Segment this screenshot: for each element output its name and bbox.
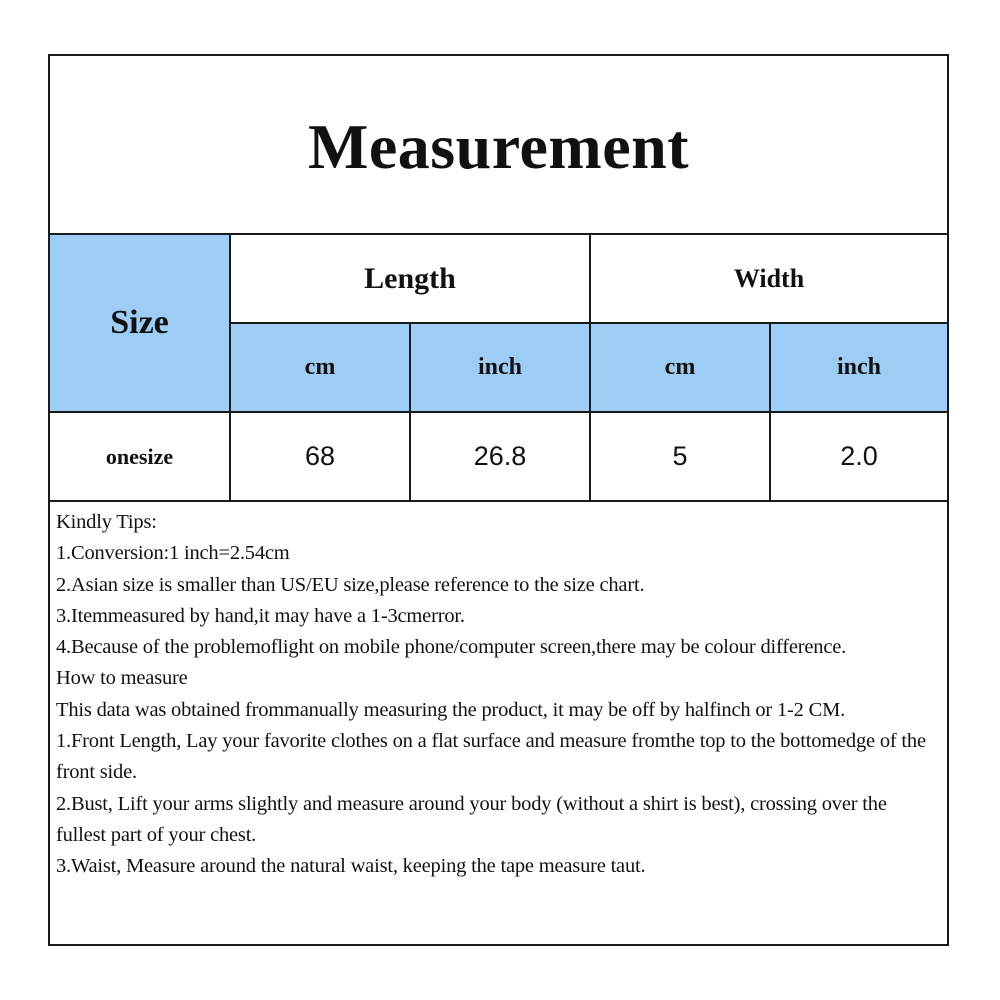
size-name-cell (50, 412, 230, 501)
header-row-groups (50, 235, 947, 323)
size-header-cell (50, 235, 230, 412)
width-cm-value: 5 (672, 441, 688, 471)
width-group-cell (590, 235, 947, 323)
chart-title: Measurement (307, 110, 690, 182)
title-band (50, 56, 947, 235)
tip-item: 3.Itemmeasured by hand,it may have a 1-3cmerror. (56, 604, 465, 627)
measure-note: This data was obtained frommanually measuring the product, it may be off by halfinch or 1-2 CM. (56, 698, 846, 721)
length-cm-header: cm (304, 354, 336, 380)
tips-section (50, 501, 947, 883)
width-inch-header: inch (836, 354, 881, 380)
measure-item: 1.Front Length, Lay your favorite clothes on a flat surface and measure fromthe top to the bottomedge of the front side. (56, 730, 926, 784)
length-inch-value: 26.8 (473, 441, 527, 471)
value-cell (410, 412, 590, 501)
width-inch-value: 2.0 (840, 441, 878, 471)
size-header: Size (110, 304, 169, 341)
size-table (50, 235, 947, 502)
tip-item: 4.Because of the problemoflight on mobile phone/computer screen,there may be colour difference. (56, 636, 847, 659)
table-row (50, 412, 947, 501)
unit-cell (590, 323, 770, 412)
length-cm-value: 68 (304, 441, 336, 471)
width-cm-header: cm (664, 354, 696, 380)
tip-item: 2.Asian size is smaller than US/EU size,please reference to the size chart. (56, 573, 645, 596)
length-group-cell (230, 235, 590, 323)
unit-cell (770, 323, 947, 412)
size-name: onesize (105, 443, 174, 469)
width-header: Width (733, 263, 805, 293)
length-header: Length (364, 261, 456, 295)
value-cell (230, 412, 410, 501)
measure-heading: How to measure (56, 667, 188, 690)
tip-item: 1.Conversion:1 inch=2.54cm (56, 542, 290, 565)
unit-cell (230, 323, 410, 412)
measure-item: 3.Waist, Measure around the natural waist, keeping the tape measure taut. (56, 855, 646, 878)
unit-cell (410, 323, 590, 412)
measurement-chart (48, 54, 949, 946)
value-cell (590, 412, 770, 501)
length-inch-header: inch (477, 354, 522, 380)
value-cell (770, 412, 947, 501)
measure-item: 2.Bust, Lift your arms slightly and measure around your body (without a shirt is best), crossing over the fullest part of your chest. (56, 792, 887, 846)
tips-heading: Kindly Tips: (56, 511, 157, 533)
